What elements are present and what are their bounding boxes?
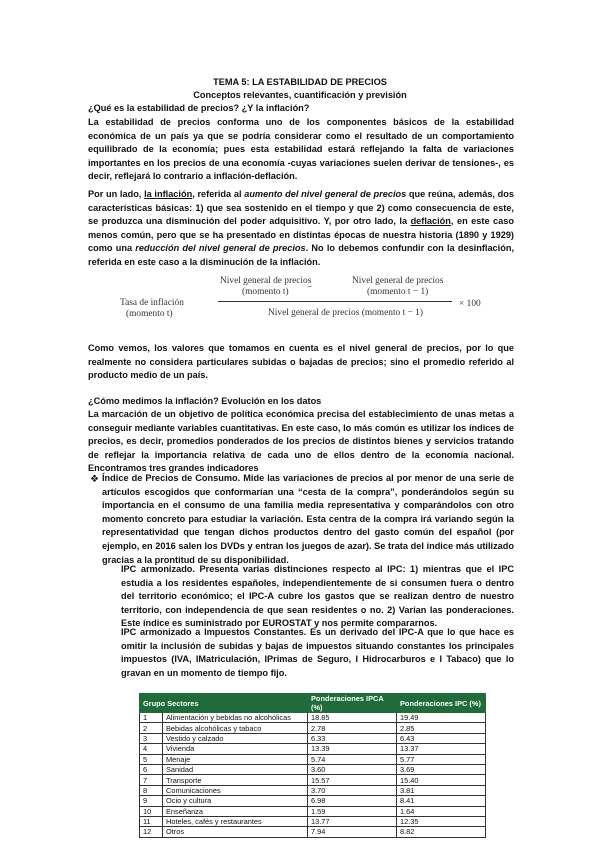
table-header-row: [140, 694, 486, 713]
table-row: 11 Hoteles, cafés y restaurantes 13.77 12.35: [140, 816, 486, 826]
table-row: 3 Vestido y calzado 6.33 6.43: [140, 733, 486, 743]
table-row: 5 Menaje 5.74 5.77: [140, 754, 486, 764]
table-row: 9 Ocio y cultura 6.98 8.41: [140, 796, 486, 806]
section1-paragraph-1: La estabilidad de precios conforma uno de los componentes básicos de la estabilidad económica de un país ya que se podría considerar como el resultado de un comportamiento equilibrado de la economía; pues esta estabilidad estará reflejando la falta de variaciones importantes en los precios de una economía -cuyas variaciones suelen derivar de tensiones-, es decir, reflejará lo contrario a inflación-deflación.: [88, 117, 514, 182]
formula-fraction-bar: [218, 301, 452, 302]
section1-paragraph-2: Por un lado, la inflación, referida al aumento del nivel general de precios que reúna, además, dos características básicas: 1) que sea sostenido en el tiempo y que 2) como consecuencia de este, se produzca una disminución del poder adquisitivo. Y, por otro lado, la deflación, en este caso menos común, pero que se ha presentado en distintas épocas de nuestra historia (1890 y 1929) como una reducción del nivel general de precios. No lo debemos confundir con la desinflación, referida en este caso a la disminución de la inflación.: [88, 189, 515, 267]
table-row: 1 Alimentación y bebidas no alcohólicas 18.85 19.49: [140, 713, 486, 723]
formula-lhs-line2: (momento t): [126, 309, 173, 319]
formula-numerator-b-line2: (momento t − 1): [367, 287, 429, 297]
formula-numerator-a-line2: (momento t): [242, 287, 289, 297]
table-row: 12 Otros 7.94 8.82: [140, 827, 486, 837]
table-row: 2 Bebidas alcohólicas y tabaco 2.78 2.85: [140, 723, 486, 733]
bullet-ipc: Índice de Precios de Consumo. Mide las variaciones de precios al por menor de una serie de artículos escogidos que conformarían una “cesta de la compra”, ponderándolos según su importancia en el consumo de una familia media representativa y comparándolos con otro momento concreto para estudiar la variación. Esta centra de la compra irá variando según la representatividad que tengan dichos productos dentro del gasto común del español (por ejemplo, en 2016 salen los DVDs y entran los juegos de azar). Se trata del índice más utilizado gracias a la prontitud de su disponibilidad.: [102, 473, 514, 565]
formula-numerator-a-line1: Nivel general de precios: [220, 276, 312, 286]
section1-heading: ¿Qué es la estabilidad de precios? ¿Y la inflación?: [88, 103, 310, 113]
header-ponderaciones-ipc: Ponderaciones IPC (%): [397, 694, 486, 713]
section2-heading: ¿Cómo medimos la inflación? Evolución en los datos: [88, 396, 322, 406]
deflacion-term: deflación: [410, 216, 451, 227]
section2-paragraph-1: La marcación de un objetivo de política económica precisa del establecimiento de unas metas a conseguir mediante variables cuantitativas. En este caso, lo más común es utilizar los índices de precios, es decir, promedios ponderados de los precios de distintos bienes y servicios tratando de reflejar la importancia relativa de cada uno de ellos dentro de la economía nacional. Encontramos tres grandes indicadores: [88, 409, 514, 474]
inflacion-term: la inflación: [144, 189, 193, 199]
formula-lhs-line1: Tasa de inflación: [120, 298, 184, 308]
ipc-armonizado-paragraph: IPC armonizado. Presenta varias distinciones respecto al IPC: 1) mientras que el IPC estudia a los residentes españoles, independientemente de si consumen fuera o dentro del territorio económico; el IPC-A cubre los gastos que se realizan dentro de nuestro territorio, con independencia de que sean residentes o no. 2) Varían las ponderaciones. Este índice es suministrado por EUROSTAT y nos permite compararnos.: [121, 564, 514, 629]
formula-numerator-b-line1: Nivel general de precios: [352, 276, 444, 286]
table-row: 8 Comunicaciones 3.70 3.81: [140, 785, 486, 795]
formula-minus-sign: −: [307, 283, 313, 293]
table-row: 10 Enseñanza 1.59 1.64: [140, 806, 486, 816]
ponderaciones-table: [139, 693, 486, 838]
diamond-bullet-icon: ❖: [90, 474, 99, 485]
table-row: 4 Vivienda 13.39 13.37: [140, 744, 486, 754]
inflation-formula: [120, 276, 500, 324]
header-ponderaciones-ipca: Ponderaciones IPCA (%): [308, 694, 397, 713]
table-row: 7 Transporte 15.57 15.40: [140, 775, 486, 785]
formula-denominator: Nivel general de precios (momento t − 1): [268, 308, 423, 318]
header-grupo-sectores: Grupo Sectores: [140, 694, 308, 713]
section1-paragraph-3: Como vemos, los valores que tomamos en cuenta es el nivel general de precios, por lo que realmente no considera particulares subidas o bajadas de precios; sino el promedio referido al producto medio de un país.: [88, 343, 514, 381]
table-row: 6 Sanidad 3.60 3.69: [140, 764, 486, 774]
ipc-impuestos-constantes-paragraph: IPC armonizado a Impuestos Constantes. Es un derivado del IPC-A que lo que hace es omitir la inclusión de subidas y bajas de impuestos situando constantes los principales impuestos (IVA, IMatriculación, IPrimas de Seguro, I Hidrocarburos e I Tabaco) que lo gravan en un momento de tiempo fijo.: [121, 627, 514, 678]
page-title: TEMA 5: LA ESTABILIDAD DE PRECIOS: [213, 77, 387, 87]
page-subtitle: Conceptos relevantes, cuantificación y previsión: [193, 90, 407, 100]
formula-times-100: × 100: [459, 299, 481, 309]
